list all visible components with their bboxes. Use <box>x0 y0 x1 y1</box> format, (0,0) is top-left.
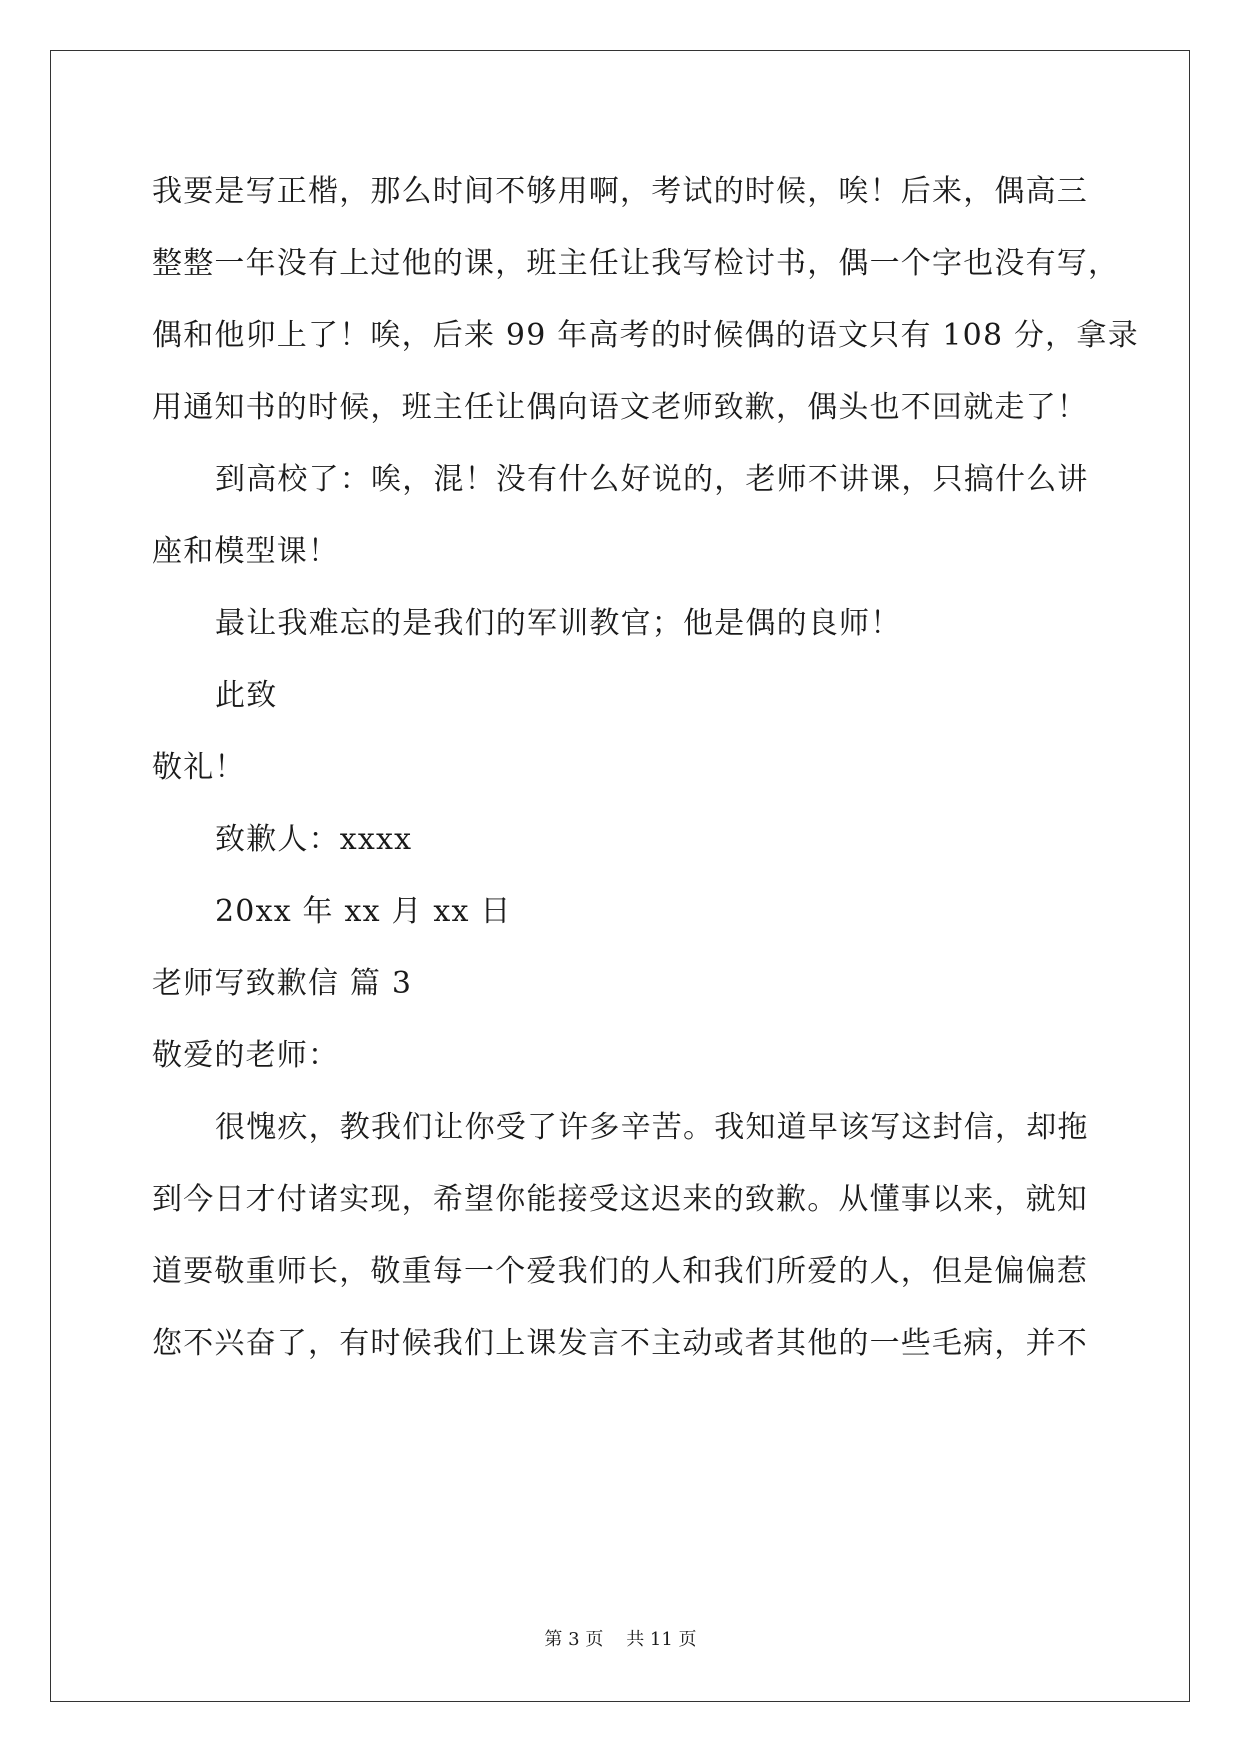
date-line: 20xx 年 xx 月 xx 日 <box>215 894 512 929</box>
text-line: 道要敬重师长，敬重每一个爱我们的人和我们所爱的人，但是偏偏惹 <box>152 1254 1088 1289</box>
section-title: 老师写致歉信 篇 3 <box>152 966 413 1001</box>
text-line: 到高校了：唉，混！没有什么好说的，老师不讲课，只搞什么讲 <box>215 462 1089 497</box>
text-line: 偶和他卯上了！唉，后来 99 年高考的时候偶的语文只有 108 分，拿录 <box>152 318 1139 353</box>
greeting: 敬爱的老师： <box>152 1038 340 1073</box>
text-line: 最让我难忘的是我们的军训教官；他是偶的良师！ <box>215 606 902 641</box>
text-line: 很愧疚，教我们让你受了许多辛苦。我知道早该写这封信，却拖 <box>215 1110 1089 1145</box>
signature-line: 致歉人：xxxx <box>215 822 413 857</box>
text-line: 我要是写正楷，那么时间不够用啊，考试的时候，唉！后来，偶高三 <box>152 174 1088 209</box>
page-number: 第 3 页 共 11 页 <box>544 1629 697 1650</box>
text-line: 到今日才付诸实现，希望你能接受这迟来的致歉。从懂事以来，就知 <box>152 1182 1088 1217</box>
closing-regards: 敬礼！ <box>152 750 246 785</box>
text-line: 您不兴奋了，有时候我们上课发言不主动或者其他的一些毛病，并不 <box>152 1326 1088 1361</box>
text-line: 用通知书的时候，班主任让偶向语文老师致歉，偶头也不回就走了！ <box>152 390 1088 425</box>
text-line: 整整一年没有上过他的课，班主任让我写检讨书，偶一个字也没有写， <box>152 246 1120 281</box>
closing-salutation: 此致 <box>215 678 278 713</box>
text-line: 座和模型课！ <box>152 534 340 569</box>
